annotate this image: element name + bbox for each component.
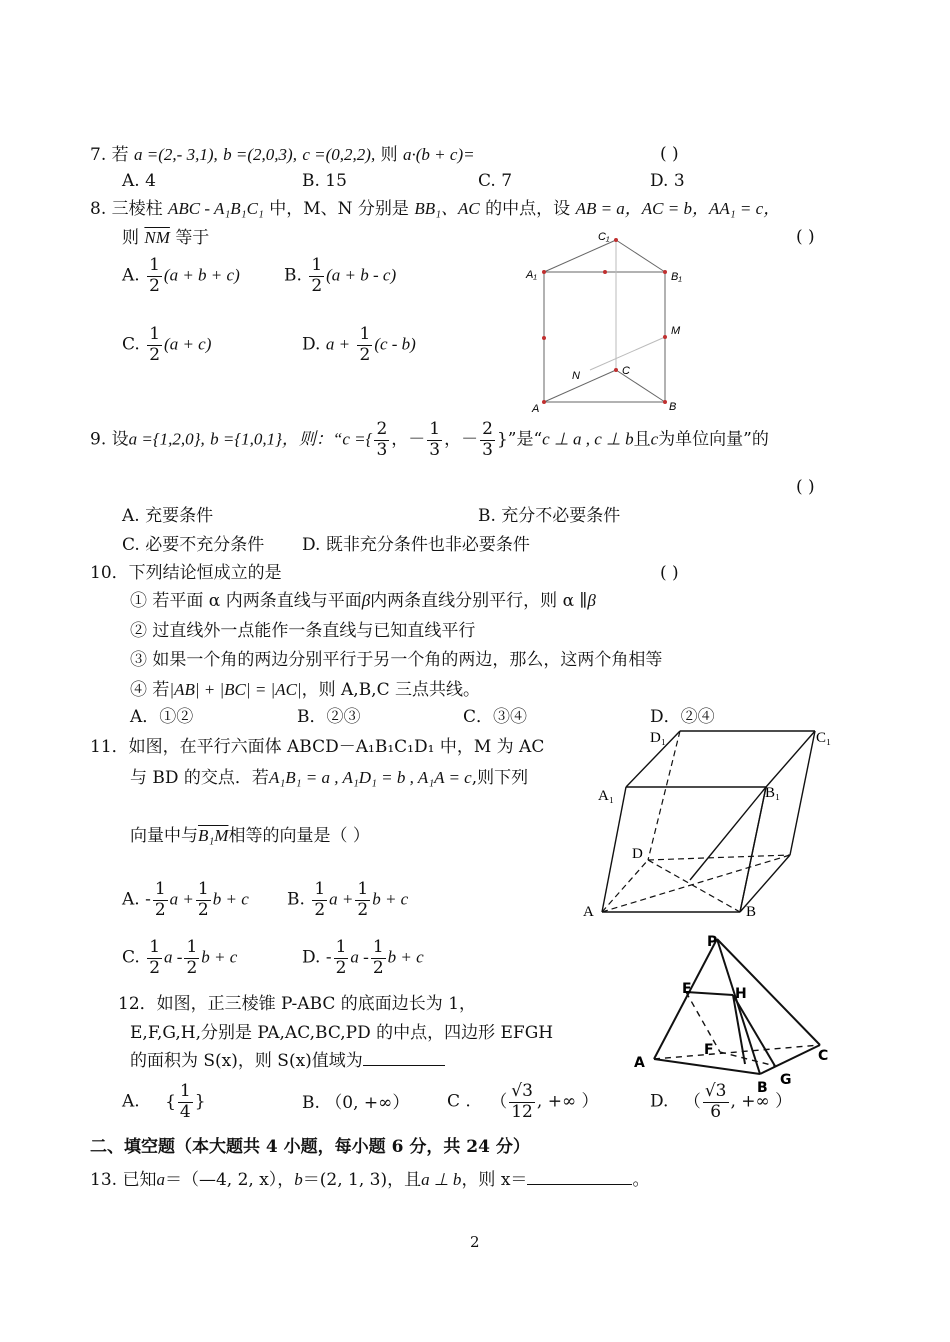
- frac-den: 2: [357, 899, 369, 920]
- q13-a-def: ＝（—4, 2, x），: [164, 1170, 295, 1190]
- q8-prism: ABC - A₁B₁C₁: [168, 199, 264, 218]
- frac: [153, 880, 168, 920]
- q10-statement-4: [130, 680, 480, 701]
- q13-answer-blank[interactable]: [527, 1184, 632, 1185]
- fig-label-d: D: [632, 846, 643, 862]
- q9-line: [90, 420, 769, 460]
- frac-num: 1: [359, 324, 371, 344]
- q10-option-d: D．②④: [650, 707, 715, 727]
- q7-a-def: a =(2,- 3,1),: [134, 145, 218, 164]
- q9-and: 且: [633, 429, 651, 450]
- q11-option-a-label: A.: [122, 889, 140, 910]
- term: a +: [329, 889, 354, 909]
- frac-num: 1: [311, 255, 323, 275]
- frac: [178, 1082, 193, 1122]
- q9-option-b: B. 充分不必要条件: [478, 506, 621, 526]
- q10-s1-rest: 内两条直线分别平行，则 α ∥: [370, 591, 588, 611]
- fig-label-d1: D₁: [650, 730, 667, 746]
- q11-l3-pre: 向量中与: [130, 826, 198, 846]
- q11-option-a: [122, 880, 249, 920]
- term: a -: [164, 947, 183, 967]
- frac-num: 1: [149, 255, 160, 275]
- fig-label-b: B: [757, 1080, 768, 1096]
- frac-den: 2: [149, 275, 160, 296]
- q7-c-def: c =(0,2,2),: [302, 145, 376, 164]
- q8-prism-figure: [520, 228, 700, 418]
- q8-option-b-label: B.: [284, 265, 302, 286]
- frac-den: 3: [482, 439, 493, 460]
- q7-expr: a·(b + c)=: [403, 145, 475, 164]
- q10-s1-beta: β: [361, 591, 371, 610]
- q10-option-a: A．①②: [130, 707, 194, 727]
- frac-den: 2: [311, 275, 323, 296]
- q8-option-c-label: C.: [122, 334, 140, 355]
- q9-option-c: C. 必要不充分条件: [122, 535, 265, 555]
- q10-statement-2: ② 过直线外一点能作一条直线与已知直线平行: [130, 621, 476, 641]
- term: b + c: [201, 947, 238, 967]
- paren-close: , +∞ ）: [536, 1091, 599, 1112]
- fig-label-a: A: [634, 1055, 645, 1071]
- q10-s1-text: ① 若平面 α 内两条直线与平面: [130, 591, 362, 611]
- frac: [509, 1082, 535, 1122]
- q12-option-b: B. （0, +∞）: [302, 1093, 410, 1113]
- frac-den: 6: [710, 1101, 722, 1122]
- fig-label-a1: A₁: [598, 788, 615, 804]
- frac: [196, 880, 211, 920]
- fig-label-a: A: [583, 904, 594, 920]
- q10-answer-paren: ( ): [660, 563, 679, 583]
- frac-den: 2: [197, 899, 209, 920]
- frac-num: 1: [179, 1081, 191, 1101]
- q8-option-a-label: A.: [122, 265, 140, 286]
- sign: -: [325, 947, 332, 968]
- page-number: 2: [470, 1233, 480, 1251]
- frac-num: 1: [429, 419, 441, 439]
- q8-ask-vector: $\overline{NM}$: [144, 228, 170, 247]
- frac-num: 1: [154, 879, 166, 899]
- q12-line3: [130, 1052, 445, 1072]
- frac-den: 12: [511, 1101, 533, 1122]
- q7-option-c: C. 7: [478, 171, 513, 191]
- q7-option-b: B. 15: [302, 171, 347, 191]
- frac: [355, 880, 370, 920]
- q8-option-c-fraction: [147, 325, 162, 365]
- q9-option-a: A. 充要条件: [122, 506, 214, 526]
- frac-num: 1: [314, 879, 326, 899]
- frac: [184, 938, 199, 978]
- q7-line: [90, 145, 475, 166]
- fig-label-f: F: [704, 1042, 714, 1058]
- term: b + c: [372, 889, 409, 909]
- q11-l2-pre: 与 BD 的交点．若: [130, 768, 269, 788]
- fig-label-c: C: [818, 1048, 829, 1064]
- q7-b-def: b =(2,0,3),: [223, 145, 297, 164]
- frac-num: 2: [482, 419, 493, 439]
- fig-label-b: B: [669, 401, 677, 413]
- q9-c-pre: c ={: [342, 429, 373, 449]
- q10-s1-beta2: β: [587, 591, 596, 610]
- term: a +: [169, 889, 194, 909]
- frac-num: √3: [704, 1081, 727, 1101]
- q11-line1: 11．如图，在平行六面体 ABCD－A₁B₁C₁D₁ 中，M 为 AC: [90, 737, 545, 757]
- q13-end: 。: [632, 1170, 650, 1190]
- q8-option-d-label: D.: [302, 334, 321, 355]
- q8-option-c: [122, 325, 211, 365]
- q9-tail: 为单位向量”的: [658, 429, 769, 450]
- q12-pyramid-figure: [628, 926, 840, 1098]
- section-2-heading: [90, 1138, 530, 1158]
- fig-label-n: N: [572, 370, 580, 382]
- q9-c-post: }”是“: [496, 429, 543, 450]
- q8-option-a-fraction: [147, 256, 162, 296]
- q8-option-a: [122, 256, 240, 296]
- q8-option-d-fraction: [357, 325, 372, 365]
- frac-num: 1: [357, 879, 369, 899]
- fig-label-m: M: [671, 325, 681, 337]
- q12-option-c-label: C .: [447, 1091, 471, 1112]
- frac-den: 2: [314, 899, 326, 920]
- frac-num: 1: [149, 937, 161, 957]
- frac: [147, 938, 162, 978]
- fig-label-p: P: [707, 934, 718, 950]
- frac-den: 2: [149, 344, 161, 365]
- q8-option-c-body: (a + c): [164, 334, 212, 354]
- q11-option-b-label: B.: [287, 889, 305, 910]
- q8-segments: BB₁、AC: [414, 199, 480, 218]
- q13-b-def: ＝(2, 1, 3)，且: [302, 1170, 422, 1190]
- q10-s4-pre: ④ 若: [130, 680, 170, 700]
- q8-answer-paren: ( ): [796, 227, 815, 247]
- q11-l2-defs: A₁B₁ = a , A₁D₁ = b , A₁A = c: [268, 768, 472, 787]
- term: b + c: [387, 947, 424, 967]
- fig-label-c1: C₁: [816, 730, 832, 746]
- term: b + c: [212, 889, 249, 909]
- section-2-title: 二、填空题（本大题共 4 小题，每小题 6 分，共 24 分）: [90, 1137, 530, 1157]
- q10-s4-post: ，则 A,B,C 三点共线。: [301, 680, 481, 700]
- q9-sep2: ，－: [444, 429, 479, 450]
- q8-option-d-pre: a +: [325, 334, 351, 354]
- q13-a: a: [156, 1170, 165, 1189]
- frac-den: 2: [154, 899, 166, 920]
- q11-l3-vector: B₁M: [198, 826, 229, 845]
- q8-stem: 8. 三棱柱: [90, 199, 163, 219]
- q9-frac3: [480, 420, 495, 460]
- q13-post: ，则 x＝: [461, 1170, 528, 1190]
- frac-den: 4: [179, 1101, 191, 1122]
- paren-open: （: [490, 1091, 508, 1112]
- q12-answer-blank[interactable]: [363, 1065, 445, 1066]
- q12-option-d-label: D.: [650, 1091, 669, 1112]
- q12-option-c: [447, 1082, 599, 1122]
- frac-num: √3: [511, 1081, 533, 1101]
- q8-option-d-body: (c - b): [374, 334, 416, 354]
- q11-option-d-label: D.: [302, 947, 321, 968]
- q9-b-def: b ={1,0,1}，则：“: [210, 429, 343, 449]
- brace-open: {: [165, 1091, 176, 1112]
- q9-condition: c ⊥ a , c ⊥ b: [542, 429, 634, 449]
- q11-option-c-label: C.: [122, 947, 140, 968]
- q11-line2: [130, 768, 528, 789]
- q9-c-var: c: [650, 429, 659, 449]
- q8-option-a-body: (a + b + c): [163, 265, 240, 285]
- q8-line2: [122, 228, 209, 249]
- q7-option-d: D. 3: [650, 171, 685, 191]
- paren-close: , +∞ ）: [730, 1091, 793, 1112]
- q8-line1: [90, 199, 780, 220]
- frac-den: 2: [359, 344, 371, 365]
- q8-vector-defs: AB = a，AC = b，AA₁ = c，: [575, 199, 781, 218]
- q13-perp: a ⊥ b: [421, 1170, 462, 1189]
- frac-num: 1: [149, 324, 161, 344]
- fig-label-g: G: [780, 1072, 792, 1088]
- q10-s4-expr: |AB| + |BC| = |AC|: [169, 680, 302, 699]
- q12-option-a-label: A.: [122, 1091, 140, 1112]
- frac-num: 1: [335, 937, 347, 957]
- q10-option-b: B．②③: [297, 707, 361, 727]
- frac-den: 2: [186, 957, 198, 978]
- q7-answer-paren: ( ): [660, 144, 679, 164]
- q10-option-c: C．③④: [463, 707, 528, 727]
- fig-label-a: A: [532, 403, 540, 415]
- frac: [312, 880, 327, 920]
- q10-statement-3: ③ 如果一个角的两边分别平行于另一个角的两边，那么，这两个角相等: [130, 650, 663, 670]
- q8-option-b: [284, 256, 396, 296]
- fig-label-b1: B₁: [765, 785, 781, 801]
- fig-label-c1: C₁: [598, 231, 610, 243]
- fig-label-h: H: [735, 986, 747, 1002]
- q8-rest: 的中点，设: [485, 199, 571, 219]
- q13-line: [90, 1170, 649, 1191]
- q7-ask: 则: [380, 145, 398, 165]
- q8-option-b-body: (a + b - c): [326, 265, 397, 285]
- q11-l2-post: ,则下列: [471, 768, 529, 788]
- q9-sep1: ，－: [391, 429, 426, 450]
- q10-statement-1: [130, 591, 596, 612]
- q13-pre: 13. 已知: [90, 1170, 157, 1190]
- frac-num: 1: [372, 937, 384, 957]
- q9-frac2: [427, 420, 442, 460]
- frac: [334, 938, 349, 978]
- q8-mid: 中，M、N 分别是: [269, 199, 409, 219]
- q11-l3-post: 相等的向量是（ ）: [228, 826, 370, 846]
- q7-option-a: A. 4: [122, 171, 156, 191]
- fig-label-c: C: [622, 365, 630, 377]
- frac-num: 1: [197, 879, 209, 899]
- fig-label-e: E: [682, 981, 692, 997]
- q12-line2: E,F,G,H,分别是 PA,AC,BC,PD 的中点，四边形 EFGH: [130, 1023, 554, 1043]
- q13-b: b: [294, 1170, 303, 1189]
- q11-option-b: [287, 880, 408, 920]
- q9-option-d: D. 既非充分条件也非必要条件: [302, 535, 530, 555]
- q10-stem: 10．下列结论恒成立的是: [90, 563, 282, 583]
- frac-den: 3: [429, 439, 441, 460]
- q12-line1: 12．如图，正三棱锥 P-ABC 的底面边长为 1，: [118, 994, 477, 1014]
- q12-option-a: [122, 1082, 206, 1122]
- frac-num: 2: [376, 419, 388, 439]
- frac-den: 2: [149, 957, 161, 978]
- frac-den: 2: [335, 957, 347, 978]
- q8-option-b-fraction: [309, 256, 324, 296]
- q11-parallelepiped-figure: [580, 722, 840, 922]
- brace-close: }: [194, 1091, 206, 1112]
- frac-num: 1: [186, 937, 198, 957]
- fig-label-b1: B₁: [671, 271, 682, 283]
- q9-a-def: a ={1,2,0},: [128, 429, 205, 449]
- q9-stem: 9. 设: [90, 429, 129, 450]
- term: a -: [350, 947, 369, 967]
- frac: [371, 938, 386, 978]
- fig-label-b: B: [746, 904, 757, 920]
- frac-den: 3: [376, 439, 388, 460]
- q8-option-d: [302, 325, 416, 365]
- q7-stem: 7. 若: [90, 145, 129, 165]
- q9-frac1: [374, 420, 389, 460]
- sign: -: [145, 889, 151, 910]
- q11-line3: [130, 826, 370, 847]
- frac-den: 2: [372, 957, 384, 978]
- q9-answer-paren: ( ): [796, 477, 815, 497]
- q8-ask-post: 等于: [175, 228, 210, 248]
- q11-option-d: [302, 938, 424, 978]
- q12-l3-text: 的面积为 S(x)，则 S(x)值域为: [130, 1051, 363, 1071]
- q8-ask-pre: 则: [122, 228, 139, 248]
- paren-open: （: [683, 1091, 701, 1112]
- q11-option-c: [122, 938, 237, 978]
- fig-label-a1: A₁: [526, 269, 537, 281]
